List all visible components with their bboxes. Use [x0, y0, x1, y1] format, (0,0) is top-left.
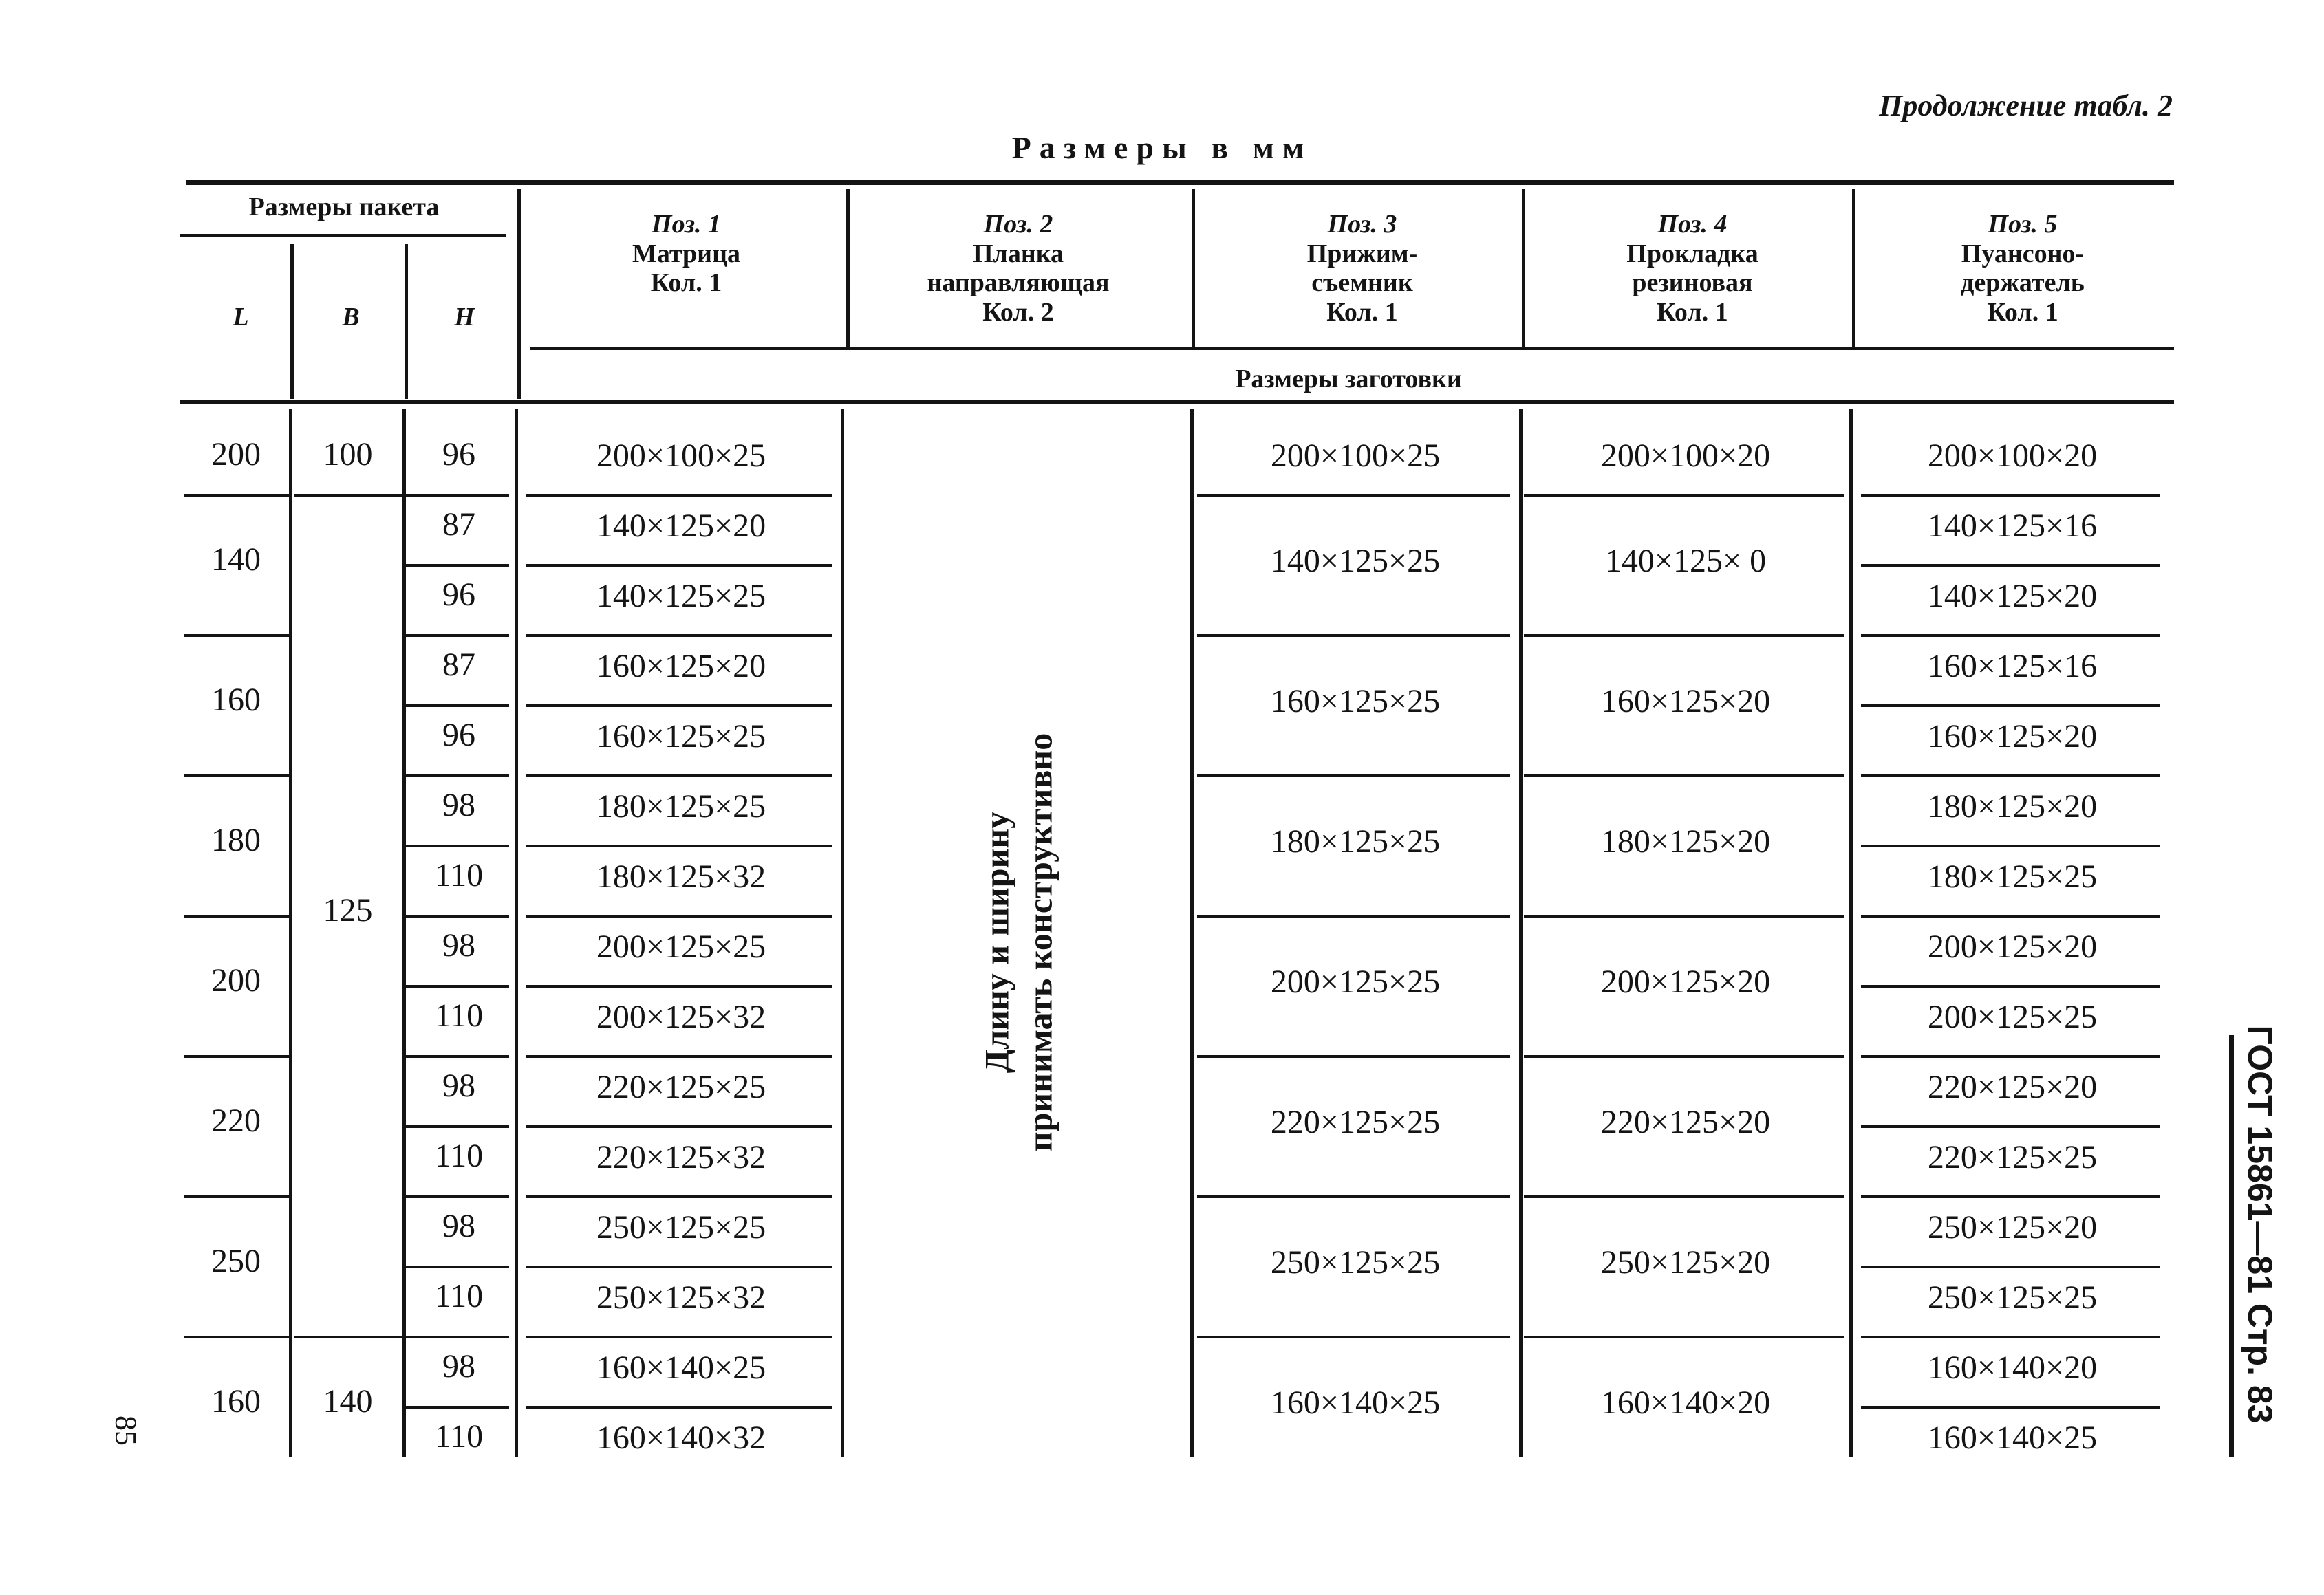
- h-rule: [1197, 915, 1510, 918]
- H-cell: 110: [434, 1138, 484, 1174]
- pos5-cell: 180×125×20: [1927, 788, 2098, 825]
- L-cell: 200: [211, 962, 261, 999]
- h-rule: [526, 564, 832, 567]
- h-rule: [406, 985, 509, 988]
- h-rule: [1861, 634, 2160, 637]
- pos1-cell: 220×125×32: [596, 1139, 766, 1175]
- H-cell: 110: [434, 1278, 484, 1314]
- pos1-cell: 180×125×32: [596, 858, 766, 895]
- pos5-pos: Поз. 5: [1988, 210, 2058, 239]
- pos4-header: [1527, 210, 1858, 327]
- L-cell: 160: [211, 682, 261, 718]
- pos3-cell: 200×125×25: [1270, 964, 1441, 1000]
- pos3-cell: 160×125×25: [1270, 683, 1441, 719]
- pos1-cell: 140×125×20: [596, 508, 766, 544]
- pos1-qty: Кол. 1: [650, 268, 722, 298]
- pos3-pos: Поз. 3: [1327, 210, 1397, 239]
- pos5-cell: 160×125×20: [1927, 718, 2098, 755]
- h-rule: [1524, 774, 1844, 777]
- h-rule: [1524, 634, 1844, 637]
- v-rule: [517, 189, 521, 399]
- h-rule: [184, 1055, 289, 1058]
- pos4-qty: Кол. 1: [1657, 297, 1728, 327]
- h-rule: [406, 1266, 509, 1268]
- h-rule: [526, 494, 832, 497]
- pos2-note-line1: Длину и ширину: [977, 811, 1016, 1074]
- col-H-rule: [515, 409, 518, 1457]
- pos5-qty: Кол. 1: [1987, 297, 2058, 327]
- H-cell: 98: [442, 787, 475, 823]
- pos1-pos: Поз. 1: [652, 210, 721, 239]
- col-pos2-rule: [1190, 409, 1194, 1457]
- h-rule: [1861, 1406, 2160, 1409]
- B-cell: 100: [323, 436, 373, 473]
- H-cell: 96: [442, 576, 475, 613]
- h-rule: [526, 704, 832, 707]
- pos2-header: [853, 210, 1183, 327]
- pos4-cell: 200×125×20: [1600, 964, 1771, 1000]
- pos5-cell: 140×125×16: [1927, 508, 2098, 544]
- h-rule: [184, 1195, 289, 1198]
- H-cell: 96: [442, 436, 475, 473]
- h-rule: [406, 564, 509, 567]
- B-cell: 140: [323, 1383, 373, 1420]
- h-rule: [406, 494, 509, 497]
- col-pos4-rule: [1849, 409, 1853, 1457]
- table-top-rule: [186, 180, 2174, 185]
- header-H: H: [454, 303, 475, 332]
- h-rule: [406, 634, 509, 637]
- h-rule: [1861, 704, 2160, 707]
- col-L-rule: [289, 409, 292, 1457]
- h-rule: [1524, 1195, 1844, 1198]
- pos1-cell: 200×125×25: [596, 929, 766, 965]
- pos5-cell: 160×140×20: [1927, 1349, 2098, 1386]
- pos1-cell: 160×125×20: [596, 648, 766, 684]
- pos5-name: Пуансоно-держатель: [1961, 239, 2085, 298]
- pos1-cell: 200×100×25: [596, 437, 766, 474]
- gost-side-label: ГОСТ 15861—81 Стр. 83: [2241, 1025, 2279, 1424]
- pos3-cell: 180×125×25: [1270, 823, 1441, 860]
- L-cell: 160: [211, 1383, 261, 1420]
- pos5-cell: 160×140×25: [1927, 1420, 2098, 1456]
- header-B: B: [342, 303, 360, 332]
- h-rule: [1197, 494, 1510, 497]
- h-rule: [1861, 1125, 2160, 1128]
- pos3-qty: Кол. 1: [1326, 297, 1398, 327]
- pos3-name: Прижим-съемник: [1306, 239, 1418, 298]
- H-cell: 98: [442, 1208, 475, 1244]
- h-rule: [1197, 1336, 1510, 1338]
- pos1-cell: 180×125×25: [596, 788, 766, 825]
- h-rule: [1861, 1055, 2160, 1058]
- pos2-note: [976, 733, 1062, 1151]
- H-cell: 110: [434, 1418, 484, 1455]
- pos5-cell: 160×125×16: [1927, 648, 2098, 684]
- pos2-qty: Кол. 2: [982, 297, 1054, 327]
- h-rule: [406, 704, 509, 707]
- h-rule: [1197, 1055, 1510, 1058]
- h-rule: [1861, 494, 2160, 497]
- B-cell: 125: [323, 892, 373, 929]
- h-rule: [294, 494, 402, 497]
- pos5-cell: 250×125×25: [1927, 1279, 2098, 1316]
- v-rule: [846, 189, 850, 347]
- pos5-cell: 250×125×20: [1927, 1209, 2098, 1246]
- pos4-cell: 250×125×20: [1600, 1244, 1771, 1281]
- h-rule: [1197, 1195, 1510, 1198]
- package-header-rule: [180, 234, 506, 237]
- col-pos3-rule: [1519, 409, 1523, 1457]
- H-cell: 87: [442, 506, 475, 543]
- pos1-cell: 140×125×25: [596, 578, 766, 614]
- pos5-cell: 220×125×25: [1927, 1139, 2098, 1175]
- H-cell: 87: [442, 647, 475, 683]
- pos1-cell: 160×125×25: [596, 718, 766, 755]
- h-rule: [406, 1336, 509, 1338]
- h-rule: [184, 915, 289, 918]
- H-cell: 98: [442, 927, 475, 964]
- pos4-cell: 160×125×20: [1600, 683, 1771, 719]
- H-cell: 96: [442, 717, 475, 753]
- h-rule: [526, 1055, 832, 1058]
- h-rule: [406, 1406, 509, 1409]
- v-rule: [405, 244, 408, 399]
- L-cell: 220: [211, 1103, 261, 1139]
- pos4-pos: Поз. 4: [1657, 210, 1728, 239]
- pos4-cell: 180×125×20: [1600, 823, 1771, 860]
- pos1-cell: 160×140×32: [596, 1420, 766, 1456]
- header-L: L: [233, 303, 249, 332]
- pos1-cell: 200×125×32: [596, 999, 766, 1035]
- h-rule: [1861, 845, 2160, 847]
- h-rule: [1197, 634, 1510, 637]
- h-rule: [184, 774, 289, 777]
- pos1-cell: 160×140×25: [596, 1349, 766, 1386]
- pos1-cell: 250×125×25: [596, 1209, 766, 1246]
- pos3-cell: 250×125×25: [1270, 1244, 1441, 1281]
- pos-header-rule: [530, 347, 2174, 350]
- L-cell: 140: [211, 541, 261, 578]
- h-rule: [1524, 1055, 1844, 1058]
- pos4-cell: 220×125×20: [1600, 1104, 1771, 1140]
- h-rule: [526, 845, 832, 847]
- h-rule: [526, 1406, 832, 1409]
- pos1-header: [526, 210, 846, 298]
- pos3-cell: 140×125×25: [1270, 543, 1441, 579]
- h-rule: [1524, 1336, 1844, 1338]
- h-rule: [184, 1336, 289, 1338]
- pos4-cell: 140×125× 0: [1604, 543, 1767, 579]
- pos4-cell: 160×140×20: [1600, 1385, 1771, 1421]
- h-rule: [406, 845, 509, 847]
- pos1-cell: 250×125×32: [596, 1279, 766, 1316]
- h-rule: [526, 1336, 832, 1338]
- H-cell: 110: [434, 997, 484, 1034]
- pos5-cell: 200×125×25: [1927, 999, 2098, 1035]
- pos5-cell: 180×125×25: [1927, 858, 2098, 895]
- h-rule: [1524, 494, 1844, 497]
- pos3-cell: 160×140×25: [1270, 1385, 1441, 1421]
- pos5-cell: 140×125×20: [1927, 578, 2098, 614]
- h-rule: [526, 1266, 832, 1268]
- pos2-pos: Поз. 2: [983, 210, 1053, 239]
- package-header: Размеры пакета: [248, 193, 440, 221]
- h-rule: [406, 1125, 509, 1128]
- H-cell: 110: [434, 857, 484, 893]
- pos2-name: Планка направляющая: [927, 239, 1110, 298]
- pos1-cell: 220×125×25: [596, 1069, 766, 1105]
- col-pos1-rule: [841, 409, 844, 1457]
- blank-size-header: Размеры заготовки: [1235, 365, 1462, 393]
- L-cell: 200: [211, 436, 261, 473]
- units-label: Размеры в мм: [1011, 130, 1313, 165]
- pos5-header: [1858, 210, 2188, 327]
- pos5-cell: 200×125×20: [1927, 929, 2098, 965]
- pos2-note-line2: принимать конструктивно: [1020, 733, 1059, 1152]
- pos5-cell: 200×100×20: [1927, 437, 2098, 474]
- h-rule: [406, 1055, 509, 1058]
- h-rule: [184, 494, 289, 497]
- L-cell: 250: [211, 1243, 261, 1279]
- h-rule: [1861, 564, 2160, 567]
- page-number: 85: [109, 1415, 143, 1446]
- h-rule: [1861, 1336, 2160, 1338]
- pos1-name: Матрица: [632, 239, 740, 268]
- h-rule: [184, 634, 289, 637]
- pos3-cell: 200×100×25: [1270, 437, 1441, 474]
- pos3-header: [1197, 210, 1527, 327]
- pos3-cell: 220×125×25: [1270, 1104, 1441, 1140]
- pos4-cell: 200×100×20: [1600, 437, 1771, 474]
- h-rule: [1861, 1195, 2160, 1198]
- h-rule: [526, 634, 832, 637]
- H-cell: 98: [442, 1348, 475, 1385]
- pos4-name: Прокладка резиновая: [1626, 239, 1758, 298]
- h-rule: [526, 1125, 832, 1128]
- h-rule: [406, 774, 509, 777]
- h-rule: [294, 1336, 402, 1338]
- h-rule: [406, 1195, 509, 1198]
- header-bottom-rule: [180, 400, 2174, 404]
- h-rule: [1197, 774, 1510, 777]
- h-rule: [1861, 985, 2160, 988]
- v-rule: [290, 244, 294, 399]
- v-rule: [1192, 189, 1195, 347]
- h-rule: [406, 915, 509, 918]
- right-margin-rule: [2229, 1035, 2234, 1457]
- L-cell: 180: [211, 822, 261, 858]
- h-rule: [526, 1195, 832, 1198]
- h-rule: [1861, 1266, 2160, 1268]
- continuation-label: Продолжение табл. 2: [1879, 89, 2173, 122]
- h-rule: [1524, 915, 1844, 918]
- h-rule: [1861, 915, 2160, 918]
- pos5-cell: 220×125×20: [1927, 1069, 2098, 1105]
- H-cell: 98: [442, 1067, 475, 1104]
- h-rule: [526, 915, 832, 918]
- h-rule: [1861, 774, 2160, 777]
- h-rule: [526, 985, 832, 988]
- h-rule: [526, 774, 832, 777]
